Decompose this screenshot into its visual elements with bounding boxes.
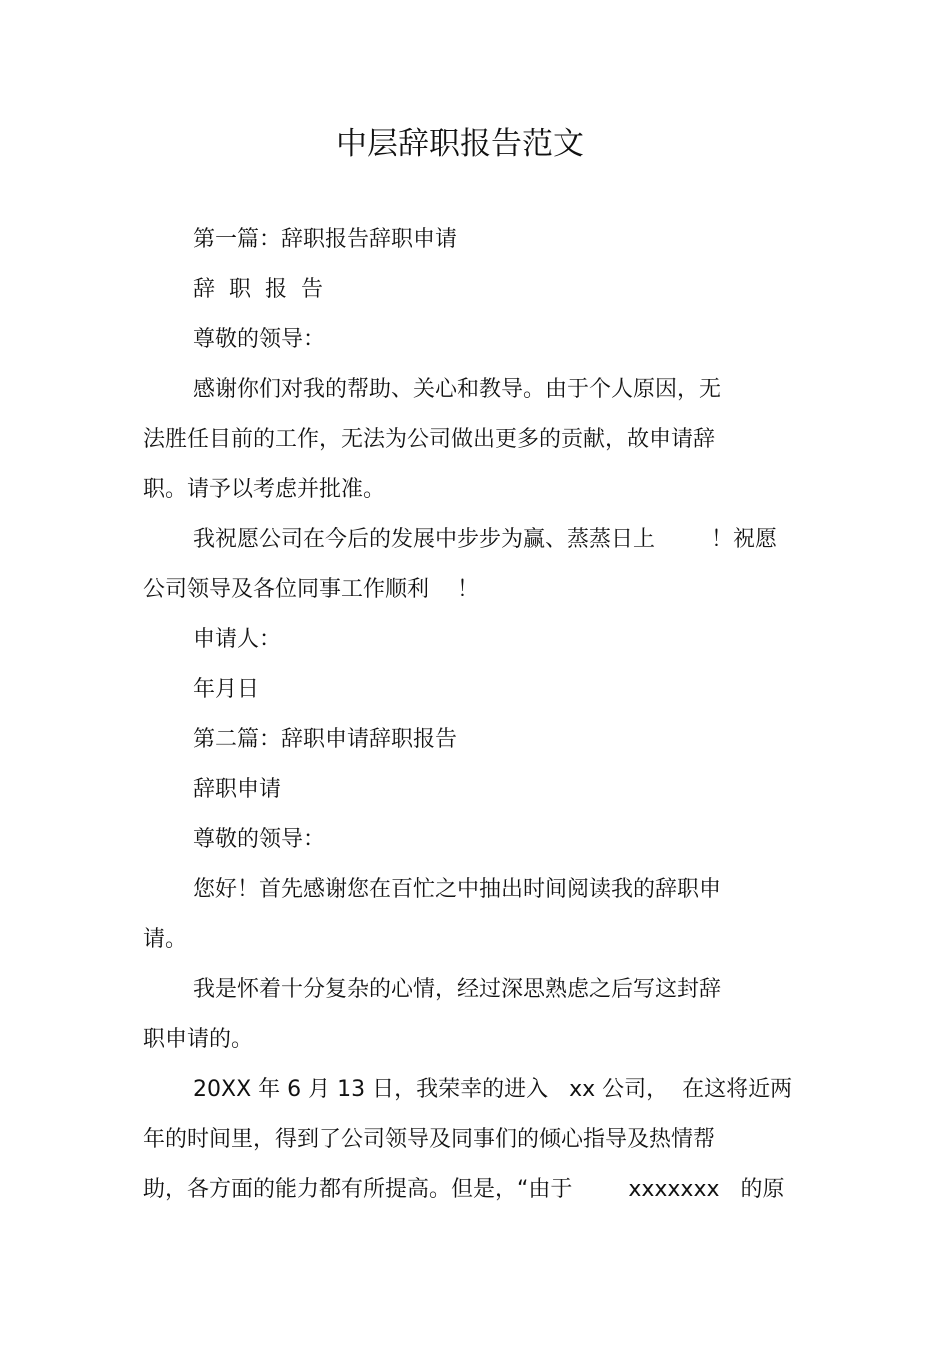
paragraph-line: 辞职申请 (193, 777, 282, 802)
paragraph-line: 职申请的。 (143, 1027, 254, 1052)
paragraph-line: 申请人： (193, 627, 282, 652)
paragraph-line: 我是怀着十分复杂的心情，经过深思熟虑之后写这封辞 (193, 977, 722, 1002)
paragraph-line: 助，各方面的能力都有所提高。但是，“由于 xxxxxxx 的原 (143, 1177, 785, 1202)
paragraph-line: 年月日 (193, 677, 260, 702)
paragraph-line: 第一篇：辞职报告辞职申请 (193, 227, 458, 252)
paragraph-line: 公司领导及各位同事工作顺利 ！ (143, 577, 479, 602)
document-title: 中层辞职报告范文 (336, 126, 584, 162)
paragraph-line: 第二篇：辞职申请辞职报告 (193, 727, 458, 752)
paragraph-line: 请。 (143, 927, 188, 952)
paragraph-line: 感谢你们对我的帮助、关心和教导。由于个人原因，无 (193, 377, 722, 402)
paragraph-line: 职。请予以考虑并批准。 (143, 477, 386, 502)
paragraph-line: 年的时间里，得到了公司领导及同事们的倾心指导及热情帮 (143, 1127, 716, 1152)
paragraph-line: 20XX 年 6 月 13 日，我荣幸的进入 xx 公司， 在这将近两 (193, 1077, 793, 1102)
paragraph-line: 辞 职 报 告 (193, 277, 323, 302)
paragraph-line: 法胜任目前的工作，无法为公司做出更多的贡献，故申请辞 (143, 427, 716, 452)
paragraph-line: 尊敬的领导： (193, 827, 326, 852)
paragraph-line: 尊敬的领导： (193, 327, 326, 352)
paragraph-line: 我祝愿公司在今后的发展中步步为赢、蒸蒸日上 ！祝愿 (193, 527, 777, 552)
paragraph-line: 您好！首先感谢您在百忙之中抽出时间阅读我的辞职申 (193, 877, 722, 902)
